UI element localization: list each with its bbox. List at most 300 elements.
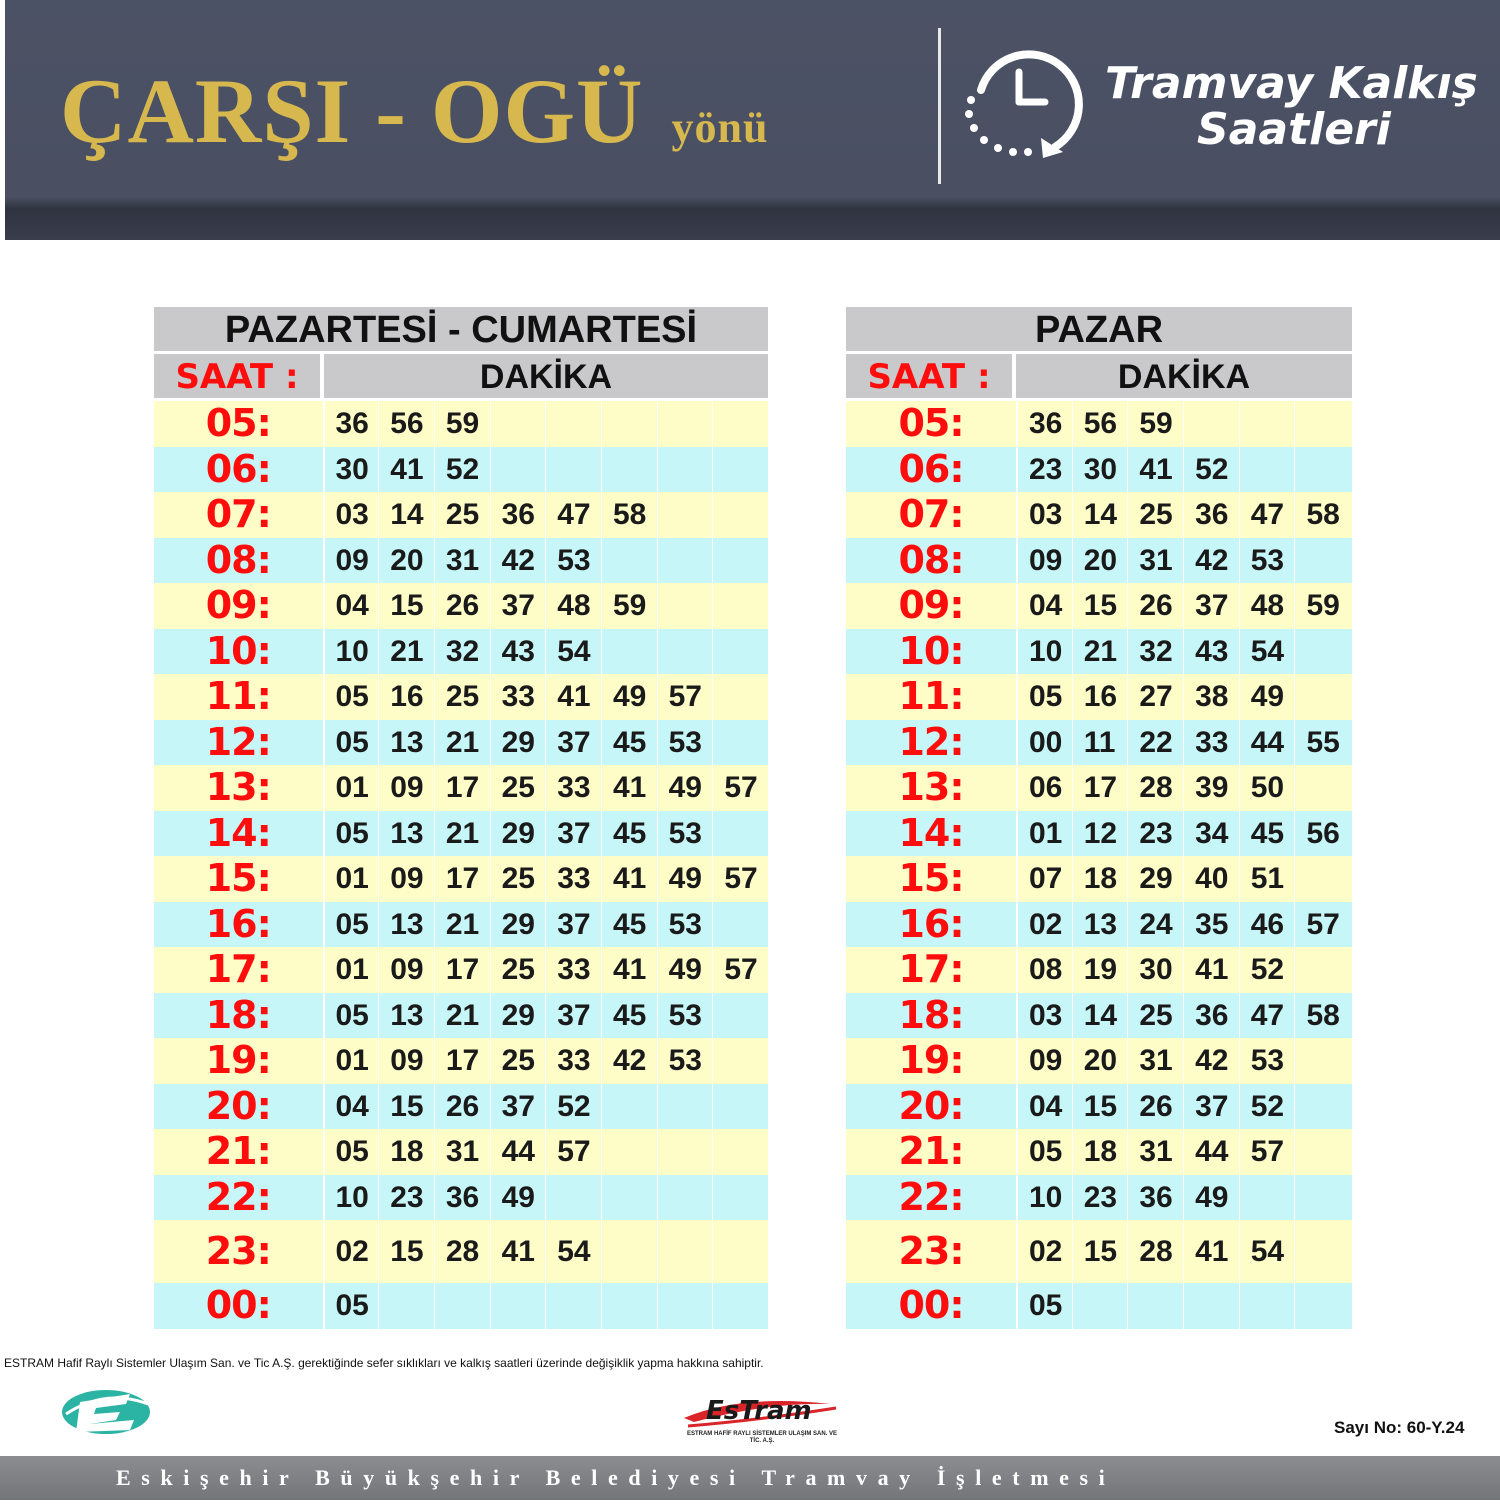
minutes-group (323, 583, 769, 629)
minute-cell (601, 1283, 657, 1329)
minutes-group (1016, 1283, 1352, 1329)
minute-cell: 42 (1183, 1038, 1239, 1084)
hour-cell: 16: (205, 901, 271, 946)
minute-cell: 21 (434, 720, 490, 766)
schedule-row (846, 1038, 1352, 1084)
schedule-row (846, 765, 1352, 811)
minute-cell: 09 (378, 947, 434, 993)
minutes-group (1016, 1038, 1352, 1084)
minute-cell: 25 (490, 1038, 546, 1084)
hour-cell: 05: (205, 401, 271, 445)
schedule-row (846, 401, 1352, 447)
minute-cell: 04 (1016, 1084, 1072, 1130)
minute-cell: 21 (434, 902, 490, 948)
minute-cell: 47 (545, 492, 601, 538)
minute-cell: 13 (1072, 902, 1128, 948)
minute-cell: 53 (657, 1038, 713, 1084)
hour-cell: 08: (898, 537, 964, 582)
minute-cell: 37 (545, 720, 601, 766)
minute-cell: 56 (1072, 401, 1128, 447)
minutes-group (1016, 1175, 1352, 1221)
minute-cell: 07 (1016, 856, 1072, 902)
minute-cell: 36 (1183, 492, 1239, 538)
minute-cell: 37 (545, 811, 601, 857)
minutes-group (1016, 447, 1352, 493)
minutes-group (1016, 538, 1352, 584)
minutes-group (323, 1084, 769, 1130)
minutes-group (1016, 856, 1352, 902)
minute-cell: 25 (490, 856, 546, 902)
minute-cell: 53 (1239, 538, 1295, 584)
minute-cell: 17 (434, 1038, 490, 1084)
schedule-row (154, 1175, 768, 1221)
minute-cell: 01 (323, 1038, 379, 1084)
minutes-group (323, 765, 769, 811)
schedule-row (154, 856, 768, 902)
minute-cell: 10 (1016, 629, 1072, 675)
minutes-group (323, 492, 769, 538)
minutes-group (1016, 993, 1352, 1039)
minute-cell (657, 447, 713, 493)
minute-cell: 54 (1239, 629, 1295, 675)
minute-cell (601, 1129, 657, 1175)
minute-cell (601, 401, 657, 447)
schedule-row (154, 1038, 768, 1084)
hour-cell: 22: (205, 1174, 271, 1219)
ez-logo (60, 1384, 152, 1436)
hour-cell: 11: (898, 674, 964, 718)
minute-cell (1239, 1283, 1295, 1329)
minute-cell: 44 (1239, 720, 1295, 766)
minute-cell: 36 (434, 1175, 490, 1221)
minute-cell: 18 (1072, 856, 1128, 902)
minute-cell: 17 (434, 765, 490, 811)
minute-cell: 29 (490, 993, 546, 1039)
weekday-schedule-table (154, 307, 768, 1329)
minute-cell: 17 (434, 947, 490, 993)
minute-cell: 32 (1127, 629, 1183, 675)
minute-cell (1294, 538, 1350, 584)
minute-cell: 05 (323, 811, 379, 857)
hour-cell: 11: (205, 674, 271, 718)
minute-cell: 40 (1183, 856, 1239, 902)
minute-cell (712, 1220, 768, 1283)
minute-cell: 21 (434, 993, 490, 1039)
minute-cell (712, 538, 768, 584)
hour-cell: 00: (205, 1283, 271, 1327)
minute-cell: 38 (1183, 674, 1239, 720)
sunday-table-subheader (846, 354, 1352, 398)
minute-cell: 23 (1127, 811, 1183, 857)
minute-cell: 32 (434, 629, 490, 675)
minute-cell: 18 (1072, 1129, 1128, 1175)
minutes-group (1016, 1084, 1352, 1130)
schedule-row (846, 538, 1352, 584)
minute-cell: 15 (378, 583, 434, 629)
hour-cell: 12: (205, 719, 271, 764)
minute-cell (601, 1084, 657, 1130)
sunday-table-title: PAZAR (846, 307, 1352, 351)
minute-cell: 57 (712, 947, 768, 993)
saat-column-header: SAAT : (154, 354, 320, 398)
minute-cell: 22 (1127, 720, 1183, 766)
minute-cell (601, 1220, 657, 1283)
minute-cell: 57 (545, 1129, 601, 1175)
minute-cell: 44 (490, 1129, 546, 1175)
hour-cell: 08: (205, 537, 271, 582)
minutes-group (323, 1175, 769, 1221)
minute-cell: 49 (657, 947, 713, 993)
minute-cell (1294, 1220, 1350, 1283)
minute-cell: 37 (545, 993, 601, 1039)
schedule-row (846, 674, 1352, 720)
minutes-group (323, 811, 769, 857)
minute-cell: 42 (1183, 538, 1239, 584)
header-divider (938, 28, 941, 184)
schedule-row (154, 447, 768, 493)
minute-cell: 09 (378, 856, 434, 902)
minute-cell (1294, 674, 1350, 720)
minute-cell: 31 (434, 1129, 490, 1175)
minute-cell: 50 (1239, 765, 1295, 811)
minute-cell: 18 (378, 1129, 434, 1175)
minute-cell: 45 (601, 993, 657, 1039)
minute-cell: 26 (434, 583, 490, 629)
minute-cell: 16 (378, 674, 434, 720)
minute-cell: 15 (1072, 1084, 1128, 1130)
minutes-group (323, 538, 769, 584)
minute-cell: 28 (434, 1220, 490, 1283)
minute-cell: 12 (1072, 811, 1128, 857)
minute-cell (712, 401, 768, 447)
schedule-row (154, 947, 768, 993)
schedule-row (154, 674, 768, 720)
schedule-row (846, 1175, 1352, 1221)
weekday-rows (154, 401, 768, 1329)
saat-column-header: SAAT : (846, 354, 1012, 398)
minute-cell: 04 (323, 583, 379, 629)
minute-cell: 46 (1239, 902, 1295, 948)
minute-cell (712, 993, 768, 1039)
minute-cell (657, 583, 713, 629)
minute-cell: 49 (657, 856, 713, 902)
minutes-group (1016, 583, 1352, 629)
minute-cell: 41 (545, 674, 601, 720)
minute-cell: 00 (1016, 720, 1072, 766)
hour-cell: 00: (898, 1283, 964, 1327)
hour-cell: 19: (205, 1038, 271, 1082)
schedule-row (154, 401, 768, 447)
minute-cell: 47 (1239, 993, 1295, 1039)
minute-cell: 20 (1072, 1038, 1128, 1084)
route-direction: yönü (671, 103, 769, 152)
minutes-group (323, 993, 769, 1039)
hour-cell: 09: (898, 583, 964, 627)
hour-cell: 19: (898, 1038, 964, 1082)
minute-cell: 30 (323, 447, 379, 493)
hour-cell: 07: (205, 492, 271, 536)
minute-cell: 43 (490, 629, 546, 675)
minute-cell: 41 (601, 947, 657, 993)
minute-cell: 41 (1183, 947, 1239, 993)
minute-cell: 29 (490, 720, 546, 766)
minute-cell: 53 (657, 811, 713, 857)
minutes-group (323, 1220, 769, 1283)
minute-cell: 35 (1183, 902, 1239, 948)
minute-cell (657, 492, 713, 538)
minute-cell: 21 (1072, 629, 1128, 675)
minute-cell: 14 (1072, 492, 1128, 538)
minute-cell (657, 538, 713, 584)
minute-cell: 21 (434, 811, 490, 857)
schedule-row (154, 583, 768, 629)
minute-cell: 01 (323, 947, 379, 993)
minute-cell: 31 (1127, 1129, 1183, 1175)
minute-cell: 13 (378, 720, 434, 766)
schedule-row (154, 1220, 768, 1283)
hour-cell: 18: (205, 992, 271, 1037)
minute-cell: 09 (1016, 538, 1072, 584)
minute-cell (1127, 1283, 1183, 1329)
hour-cell: 12: (898, 719, 964, 764)
minute-cell: 56 (378, 401, 434, 447)
minute-cell: 05 (323, 1283, 379, 1329)
minutes-group (323, 856, 769, 902)
minute-cell (657, 1175, 713, 1221)
minute-cell: 05 (323, 1129, 379, 1175)
minute-cell (712, 720, 768, 766)
minute-cell (1294, 947, 1350, 993)
minute-cell: 37 (1183, 583, 1239, 629)
minute-cell: 41 (601, 765, 657, 811)
hour-cell: 18: (898, 992, 964, 1037)
minute-cell: 45 (601, 902, 657, 948)
minute-cell: 36 (323, 401, 379, 447)
minute-cell: 25 (1127, 993, 1183, 1039)
minutes-group (1016, 765, 1352, 811)
minute-cell (1294, 1283, 1350, 1329)
minutes-group (323, 629, 769, 675)
hour-cell: 14: (898, 810, 964, 855)
minute-cell (601, 447, 657, 493)
header-title-line2: Saatleri (1197, 104, 1391, 155)
minute-cell (1294, 401, 1350, 447)
minute-cell (657, 629, 713, 675)
hour-cell: 20: (898, 1083, 964, 1128)
weekday-table-subheader (154, 354, 768, 398)
minute-cell (490, 401, 546, 447)
minute-cell: 09 (1016, 1038, 1072, 1084)
minute-cell: 01 (1016, 811, 1072, 857)
hour-cell: 15: (205, 856, 271, 900)
minute-cell: 33 (545, 856, 601, 902)
minute-cell: 09 (378, 1038, 434, 1084)
minutes-group (1016, 1129, 1352, 1175)
minute-cell (1294, 1175, 1350, 1221)
minute-cell: 55 (1294, 720, 1350, 766)
minutes-group (323, 447, 769, 493)
minute-cell: 05 (1016, 674, 1072, 720)
minute-cell: 15 (378, 1220, 434, 1283)
minutes-group (323, 674, 769, 720)
minute-cell: 57 (712, 856, 768, 902)
minute-cell: 37 (490, 1084, 546, 1130)
route-title (60, 58, 768, 164)
dakika-column-header: DAKİKA (324, 354, 768, 398)
minute-cell: 26 (1127, 583, 1183, 629)
minute-cell: 10 (323, 1175, 379, 1221)
minute-cell: 23 (1072, 1175, 1128, 1221)
minute-cell: 30 (1127, 947, 1183, 993)
estram-logo-subtitle: ESTRAM HAFİF RAYLI SİSTEMLER ULAŞIM SAN. VE TİC. A.Ş. (686, 1431, 838, 1444)
estram-logo-text: EsTram (706, 1396, 812, 1426)
minute-cell (601, 1175, 657, 1221)
minute-cell (712, 1283, 768, 1329)
minute-cell: 54 (1239, 1220, 1295, 1283)
minute-cell: 20 (378, 538, 434, 584)
minute-cell (712, 447, 768, 493)
minute-cell (712, 674, 768, 720)
schedule-row (154, 902, 768, 948)
minute-cell (545, 1283, 601, 1329)
minutes-group (1016, 1220, 1352, 1283)
minute-cell (434, 1283, 490, 1329)
minute-cell: 13 (378, 902, 434, 948)
minute-cell: 41 (1127, 447, 1183, 493)
minute-cell: 57 (712, 765, 768, 811)
minute-cell: 57 (1294, 902, 1350, 948)
hour-cell: 10: (898, 628, 964, 673)
minute-cell (657, 1220, 713, 1283)
schedule-row (154, 811, 768, 857)
minute-cell: 16 (1072, 674, 1128, 720)
minute-cell: 28 (1127, 1220, 1183, 1283)
minute-cell: 11 (1072, 720, 1128, 766)
minute-cell (657, 401, 713, 447)
minute-cell (712, 629, 768, 675)
issue-number: Sayı No: 60-Y.24 (1334, 1418, 1465, 1437)
minute-cell: 06 (1016, 765, 1072, 811)
hour-cell: 13: (898, 765, 964, 809)
minutes-group (1016, 401, 1352, 447)
minute-cell: 58 (1294, 492, 1350, 538)
minute-cell: 36 (490, 492, 546, 538)
minute-cell: 36 (1016, 401, 1072, 447)
minutes-group (323, 1038, 769, 1084)
minute-cell: 33 (545, 1038, 601, 1084)
minute-cell: 01 (323, 856, 379, 902)
minute-cell: 04 (1016, 583, 1072, 629)
minute-cell: 02 (323, 1220, 379, 1283)
minute-cell: 42 (490, 538, 546, 584)
minute-cell: 27 (1127, 674, 1183, 720)
minute-cell: 49 (490, 1175, 546, 1221)
minute-cell: 10 (323, 629, 379, 675)
minute-cell: 53 (657, 720, 713, 766)
schedule-row (154, 720, 768, 766)
minute-cell (1294, 447, 1350, 493)
minutes-group (323, 947, 769, 993)
schedule-row (154, 1129, 768, 1175)
minute-cell (712, 583, 768, 629)
minute-cell (1239, 401, 1295, 447)
minute-cell: 47 (1239, 492, 1295, 538)
minute-cell: 58 (601, 492, 657, 538)
hour-cell: 21: (205, 1129, 271, 1173)
header-banner (5, 0, 1500, 240)
disclaimer-text: ESTRAM Hafif Raylı Sistemler Ulaşım San. ve Tic A.Ş. gerektiğinde sefer sıklıkları ve kalkış saatleri üzerinde değişiklik yapma hakkına sahiptir. (4, 1356, 764, 1370)
minute-cell (490, 1283, 546, 1329)
clock-icon (963, 48, 1089, 158)
schedule-row (846, 1283, 1352, 1329)
minutes-group (1016, 629, 1352, 675)
minute-cell: 05 (1016, 1129, 1072, 1175)
minute-cell: 24 (1127, 902, 1183, 948)
minute-cell: 49 (601, 674, 657, 720)
minute-cell (1239, 447, 1295, 493)
minute-cell: 49 (1239, 674, 1295, 720)
minute-cell (1294, 765, 1350, 811)
minute-cell: 02 (1016, 1220, 1072, 1283)
minute-cell: 03 (1016, 993, 1072, 1039)
minutes-group (1016, 720, 1352, 766)
schedule-row (154, 629, 768, 675)
minute-cell: 08 (1016, 947, 1072, 993)
minute-cell: 53 (657, 902, 713, 948)
dakika-column-header: DAKİKA (1016, 354, 1352, 398)
schedule-row (846, 629, 1352, 675)
minute-cell: 52 (545, 1084, 601, 1130)
schedule-row (154, 538, 768, 584)
minute-cell: 05 (1016, 1283, 1072, 1329)
hour-cell: 06: (205, 446, 271, 491)
minute-cell: 45 (1239, 811, 1295, 857)
minute-cell: 41 (378, 447, 434, 493)
minute-cell: 05 (323, 902, 379, 948)
minute-cell: 34 (1183, 811, 1239, 857)
minutes-group (1016, 947, 1352, 993)
minute-cell: 10 (1016, 1175, 1072, 1221)
minute-cell (657, 1129, 713, 1175)
minute-cell (1183, 401, 1239, 447)
minute-cell: 15 (1072, 583, 1128, 629)
schedule-row (846, 447, 1352, 493)
minute-cell: 45 (601, 720, 657, 766)
minute-cell: 25 (490, 765, 546, 811)
hour-cell: 13: (205, 765, 271, 809)
minute-cell: 29 (1127, 856, 1183, 902)
minute-cell (601, 538, 657, 584)
minute-cell: 48 (545, 583, 601, 629)
minute-cell: 05 (323, 674, 379, 720)
minutes-group (323, 720, 769, 766)
minute-cell: 36 (1127, 1175, 1183, 1221)
schedule-row (846, 583, 1352, 629)
hour-cell: 10: (205, 628, 271, 673)
minute-cell: 28 (1127, 765, 1183, 811)
hour-cell: 05: (898, 401, 964, 445)
minutes-group (1016, 811, 1352, 857)
minute-cell: 43 (1183, 629, 1239, 675)
minute-cell (712, 1038, 768, 1084)
minute-cell: 01 (323, 765, 379, 811)
hour-cell: 23: (205, 1229, 271, 1273)
minute-cell: 09 (378, 765, 434, 811)
minute-cell: 36 (1183, 993, 1239, 1039)
hour-cell: 23: (898, 1229, 964, 1273)
minute-cell (1294, 856, 1350, 902)
minute-cell: 45 (601, 811, 657, 857)
